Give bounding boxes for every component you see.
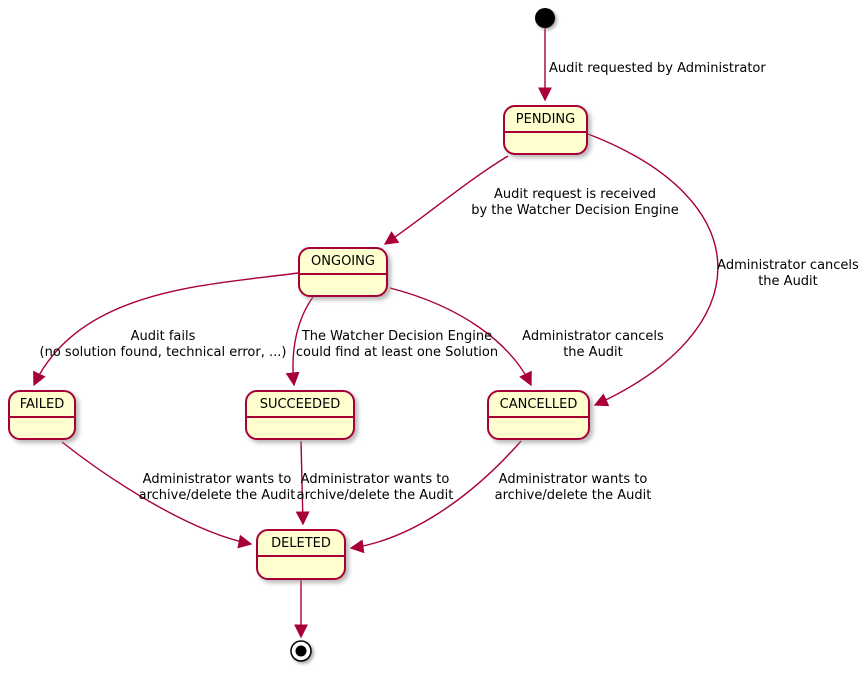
state-cancelled-label: CANCELLED bbox=[489, 392, 588, 418]
edge-label-line: Audit requested by Administrator bbox=[549, 61, 766, 76]
edge-label-ongoing-cancelled bbox=[522, 329, 664, 361]
initial-state-node bbox=[535, 8, 555, 28]
edge-label-line: by the Watcher Decision Engine bbox=[471, 203, 679, 218]
edge-label-line: the Audit bbox=[758, 274, 818, 289]
edge-label-line: Audit request is received bbox=[493, 187, 657, 202]
state-deleted-label: DELETED bbox=[258, 531, 344, 557]
edge-label-line: Administrator wants to bbox=[300, 472, 450, 487]
state-ongoing bbox=[298, 247, 388, 297]
edge-label-ongoing-failed bbox=[40, 329, 287, 361]
state-failed-body bbox=[10, 418, 74, 438]
state-pending-body bbox=[505, 133, 586, 153]
edge-label-cancelled-deleted bbox=[495, 472, 652, 504]
edge-pending-to-cancelled bbox=[588, 134, 718, 405]
edge-label-line: (no solution found, technical error, ...) bbox=[39, 345, 287, 360]
state-ongoing-label: ONGOING bbox=[300, 249, 386, 275]
edge-label-failed-deleted bbox=[139, 472, 296, 504]
edge-label-line: Audit fails bbox=[130, 329, 196, 344]
state-cancelled-body bbox=[489, 418, 588, 438]
state-succeeded-body bbox=[247, 418, 353, 438]
edge-label-pending-ongoing bbox=[471, 187, 679, 219]
state-cancelled bbox=[487, 390, 590, 440]
state-succeeded-label: SUCCEEDED bbox=[247, 392, 353, 418]
state-pending bbox=[503, 105, 588, 155]
edge-label-line: Administrator wants to bbox=[142, 472, 292, 487]
edge-label-ongoing-succeeded bbox=[296, 329, 498, 361]
final-state-node bbox=[291, 641, 311, 661]
state-pending-label: PENDING bbox=[505, 107, 586, 133]
edge-label-line: archive/delete the Audit bbox=[494, 488, 652, 503]
edge-label-line: Administrator cancels bbox=[717, 258, 859, 273]
state-deleted-body bbox=[258, 557, 344, 578]
edge-label-line: the Audit bbox=[563, 345, 623, 360]
state-ongoing-body bbox=[300, 275, 386, 295]
state-succeeded bbox=[245, 390, 355, 440]
edge-label-line: archive/delete the Audit bbox=[296, 488, 454, 503]
edge-label-line: Administrator cancels bbox=[522, 329, 664, 344]
state-failed-label: FAILED bbox=[10, 392, 74, 418]
edge-label-succeeded-deleted bbox=[297, 472, 454, 504]
edge-label-pending-cancelled bbox=[717, 258, 859, 290]
edge-label-line: Administrator wants to bbox=[498, 472, 648, 487]
edge-label-line: could find at least one Solution bbox=[295, 345, 499, 360]
edge-label-line: The Watcher Decision Engine bbox=[301, 329, 493, 344]
edge-label-line: archive/delete the Audit bbox=[138, 488, 296, 503]
edge-label-initial-pending bbox=[549, 61, 766, 77]
state-failed bbox=[8, 390, 76, 440]
state-deleted bbox=[256, 529, 346, 580]
